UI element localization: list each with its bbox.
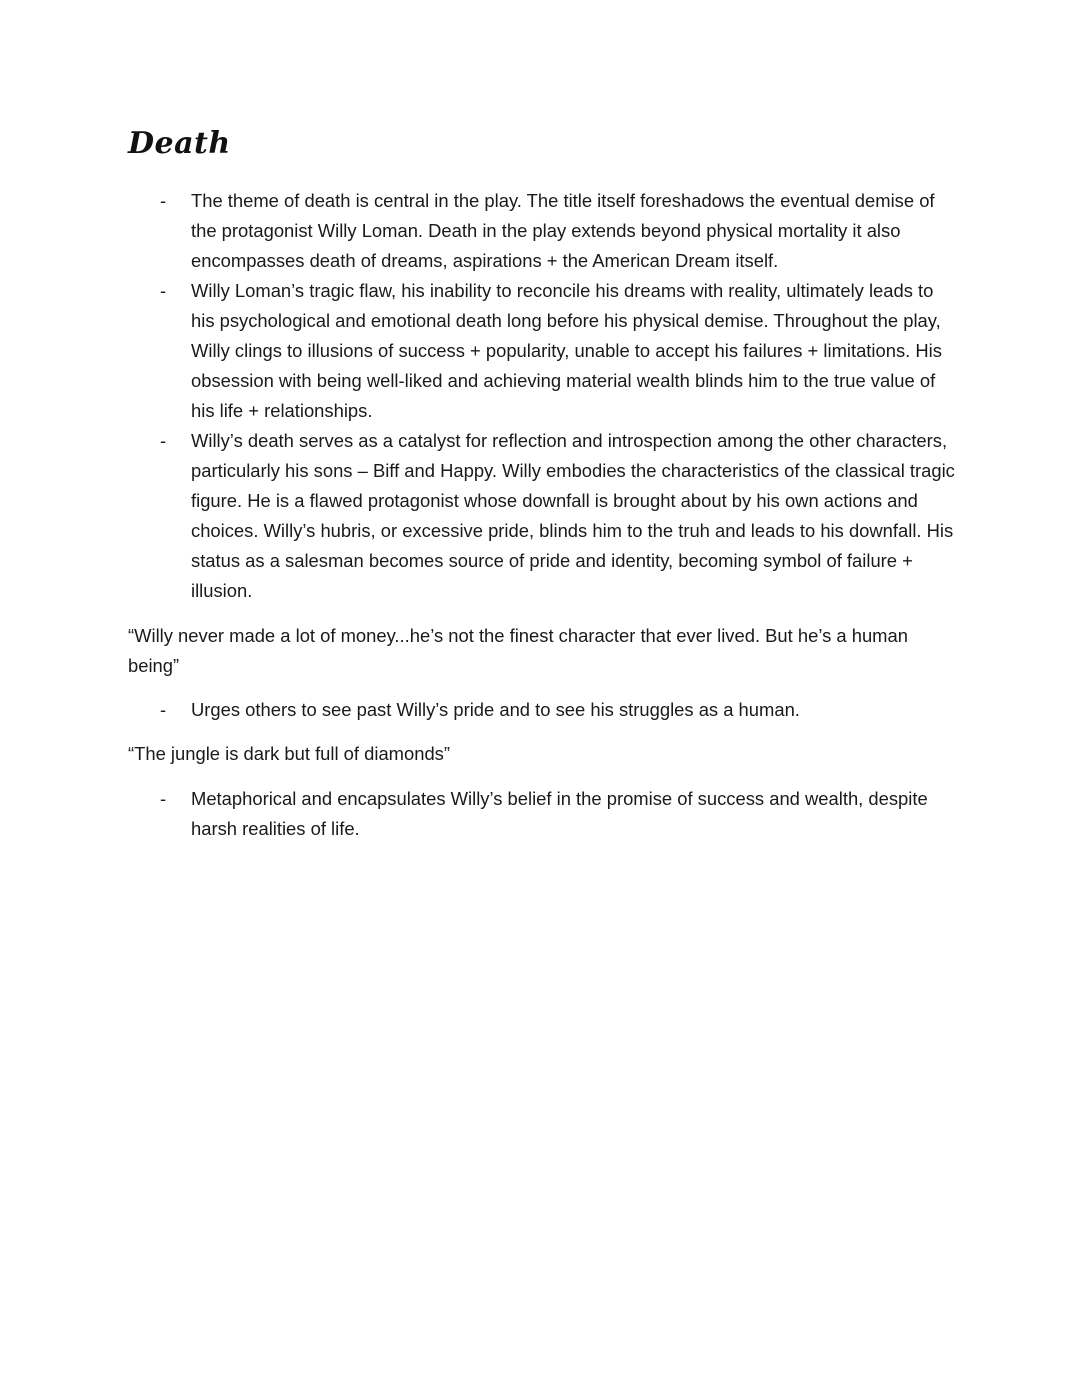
bullet-text: Metaphorical and encapsulates Willy’s belief in the promise of success and wealth, despite harsh realities of life. bbox=[191, 788, 928, 839]
bullet-item bbox=[0, 426, 1080, 606]
quote-jungle: “The jungle is dark but full of diamonds” bbox=[128, 743, 450, 764]
bullet-dash: - bbox=[159, 190, 167, 211]
bullet-dash: - bbox=[159, 699, 167, 720]
bullet-dash: - bbox=[159, 280, 167, 301]
bullet-text: Willy Loman’s tragic flaw, his inability to reconcile his dreams with reality, ultimately leads to his psychological and emotional death long before his physical demise. Throughout the play, Willy clings to illusions of success + popularity, unable to accept his failures + limitations. His obsession with being well-liked and achieving material wealth blinds him to the true value of his life + relationships. bbox=[191, 280, 942, 421]
bullet-item bbox=[0, 186, 1080, 276]
bullet-text: The theme of death is central in the play. The title itself foreshadows the eventual demise of the protagonist Willy Loman. Death in the play extends beyond physical mortality it also encompasses death of dreams, aspirations + the American Dream itself. bbox=[191, 190, 935, 271]
bullet-item bbox=[0, 695, 1080, 725]
bullet-item bbox=[0, 784, 1080, 844]
bullet-list-section1 bbox=[0, 186, 1080, 606]
bullet-list-quote2 bbox=[0, 784, 1080, 844]
bullet-item bbox=[0, 276, 1080, 426]
section-heading: Death bbox=[128, 126, 231, 161]
bullet-dash: - bbox=[159, 788, 167, 809]
bullet-text: Urges others to see past Willy’s pride and to see his struggles as a human. bbox=[191, 699, 800, 720]
bullet-dash: - bbox=[159, 430, 167, 451]
quote-willy-money: “Willy never made a lot of money...he’s not the finest character that ever lived. But he’s a human being” bbox=[128, 625, 908, 676]
bullet-list-quote1 bbox=[0, 695, 1080, 725]
bullet-text: Willy’s death serves as a catalyst for reflection and introspection among the other characters, particularly his sons – Biff and Happy. Willy embodies the characteristics of the classical tragic figure. He is a flawed protagonist whose downfall is brought about by his own actions and choices. Willy’s hubris, or excessive pride, blinds him to the truh and leads to his downfall. His status as a salesman becomes source of pride and identity, becoming symbol of failure + illusion. bbox=[191, 430, 955, 601]
